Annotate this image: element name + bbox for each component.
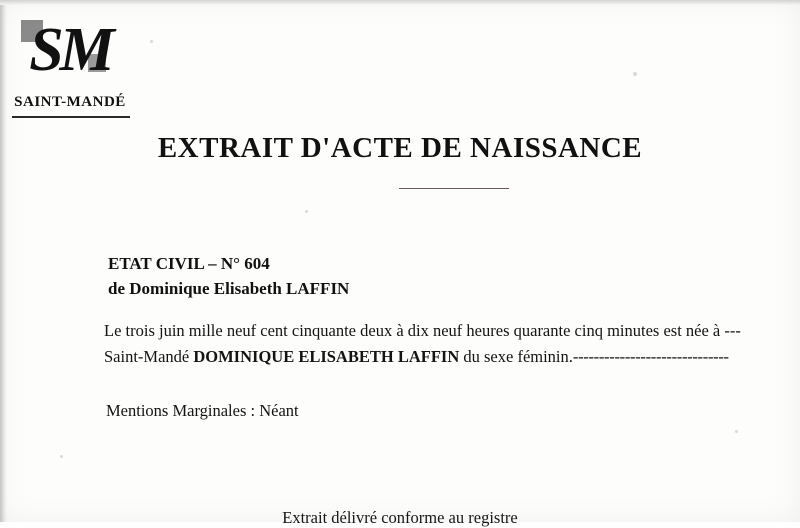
- scan-speck: [60, 455, 63, 458]
- logo-monogram-text: SM: [29, 16, 111, 84]
- record-heading: ETAT CIVIL – N° 604: [108, 254, 270, 273]
- scan-speck: [305, 210, 308, 213]
- birth-sex-suffix: du sexe féminin.: [459, 347, 573, 366]
- city-logo: [10, 6, 130, 118]
- birth-person-name: DOMINIQUE ELISABETH LAFFIN: [193, 347, 460, 366]
- page-title: EXTRAIT D'ACTE DE NAISSANCE: [157, 132, 643, 164]
- scan-speck: [633, 72, 637, 76]
- scan-top-edge: [0, 0, 800, 5]
- marginal-mentions: Mentions Marginales : Néant: [106, 401, 299, 420]
- logo-city-name: SAINT-MANDÉ: [14, 94, 126, 110]
- birth-place-prefix: Saint-Mandé: [104, 347, 194, 366]
- scan-left-edge: [0, 0, 7, 522]
- logo-monogram-box: [18, 8, 122, 92]
- scan-speck: [735, 430, 738, 433]
- birth-statement: [104, 318, 794, 370]
- footer-note: Extrait délivré conforme au registre: [282, 508, 518, 527]
- title-divider: [399, 188, 509, 189]
- birth-statement-line1: Le trois juin mille neuf cent cinquante deux à dix neuf heures quarante cinq minutes est née à ---: [104, 321, 741, 340]
- birth-statement-dashes: ------------------------------: [572, 347, 729, 366]
- birth-statement-line2: [104, 344, 794, 370]
- record-subheading: de Dominique Elisabeth LAFFIN: [108, 279, 350, 298]
- scan-speck: [150, 40, 153, 43]
- logo-underline: [12, 116, 130, 118]
